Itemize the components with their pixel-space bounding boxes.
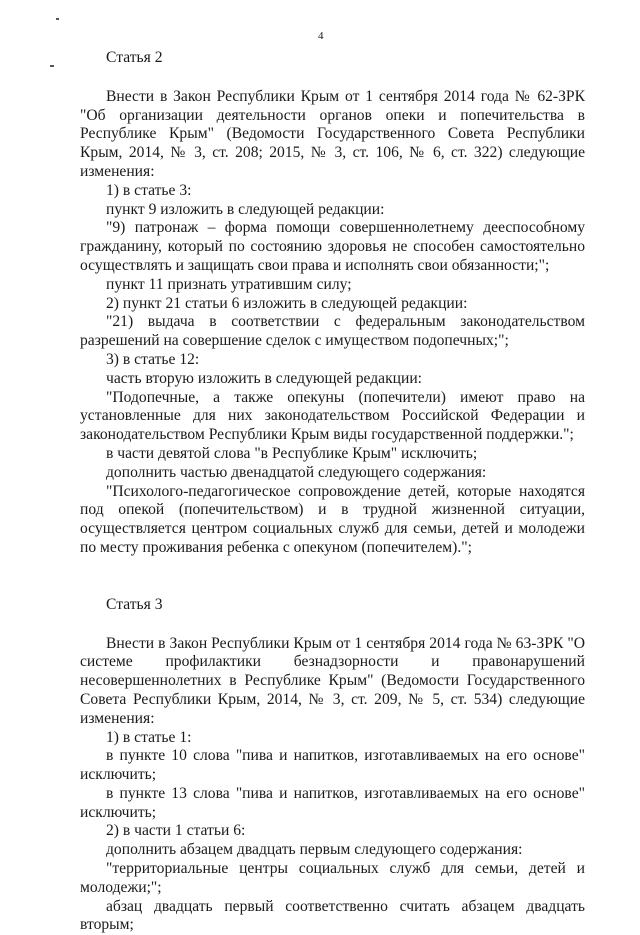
page-number: 4 — [318, 30, 324, 42]
paragraph: 1) в статье 1: — [106, 728, 192, 746]
article-2-intro: Внести в Закон Республики Крым от 1 сентября 2014 года № 62-ЗРК "Об организации деятельности органов опеки и попечительства в Республике Крым" (Ведомости Государственного Совета Республики Крым, 2014, № 3, ст. 208; 2015, № 3, ст. 106, № 6, ст. 322) следующие изменения: — [80, 87, 585, 180]
article-3-intro: Внести в Закон Республики Крым от 1 сентября 2014 года № 63-ЗРК "О системе профилактики безнадзорности и правонарушений несовершеннолетних в Республике Крым" (Ведомости Государственного Совета Республики Крым, 2014, № 3, ст. 209, № 5, ст. 534) следующие изменения: — [80, 634, 585, 727]
paragraph: пункт 11 признать утратившим силу; — [106, 275, 352, 293]
scan-mark — [50, 65, 54, 67]
article-3-heading: Статья 3 — [106, 595, 163, 613]
paragraph: "Психолого-педагогическое сопровождение детей, которые находятся под опекой (попечительством) и в трудной жизненной ситуации, осуществляется центром социальных служб для семьи, детей и молодежи по месту проживания ребенка с опекуном (попечителем)."; — [80, 482, 585, 556]
paragraph: пункт 9 изложить в следующей редакции: — [106, 200, 385, 218]
paragraph: часть вторую изложить в следующей редакции: — [106, 369, 423, 387]
paragraph: 3) в статье 12: — [106, 350, 200, 368]
scan-mark — [56, 18, 59, 20]
paragraph: "Подопечные, а также опекуны (попечители) имеют право на установленные для них законодательством Российской Федерации и законодательством Республики Крым виды государственной поддержки."; — [80, 388, 585, 444]
paragraph: 2) в части 1 статьи 6: — [106, 822, 246, 840]
paragraph: в пункте 10 слова "пива и напитков, изготавливаемых на его основе" исключить; — [80, 747, 585, 784]
paragraph: дополнить абзацем двадцать первым следующего содержания: — [106, 841, 523, 859]
paragraph: абзац двадцать первый соответственно считать абзацем двадцать вторым; — [80, 897, 585, 934]
paragraph: в пункте 13 слова "пива и напитков, изготавливаемых на его основе" исключить; — [80, 784, 585, 821]
paragraph: в части девятой слова "в Республике Крым" исключить; — [106, 444, 478, 462]
article-2-heading: Статья 2 — [106, 49, 163, 66]
paragraph: "9) патронаж – форма помощи совершеннолетнему дееспособному гражданину, который по состоянию здоровья не способен самостоятельно осуществлять и защищать свои права и исполнять свои обязанности;"; — [80, 219, 585, 274]
paragraph: 1) в статье 3: — [106, 181, 192, 199]
paragraph: "территориальные центры социальных служб для семьи, детей и молодежи;"; — [80, 860, 585, 896]
document-body — [80, 49, 585, 935]
paragraph: "21) выдача в соответствии с федеральным законодательством разрешений на совершение сделок с имуществом подопечных;"; — [80, 313, 585, 350]
paragraph: дополнить частью двенадцатой следующего содержания: — [106, 463, 487, 481]
paragraph: 2) пункт 21 статьи 6 изложить в следующей редакции: — [106, 294, 468, 312]
